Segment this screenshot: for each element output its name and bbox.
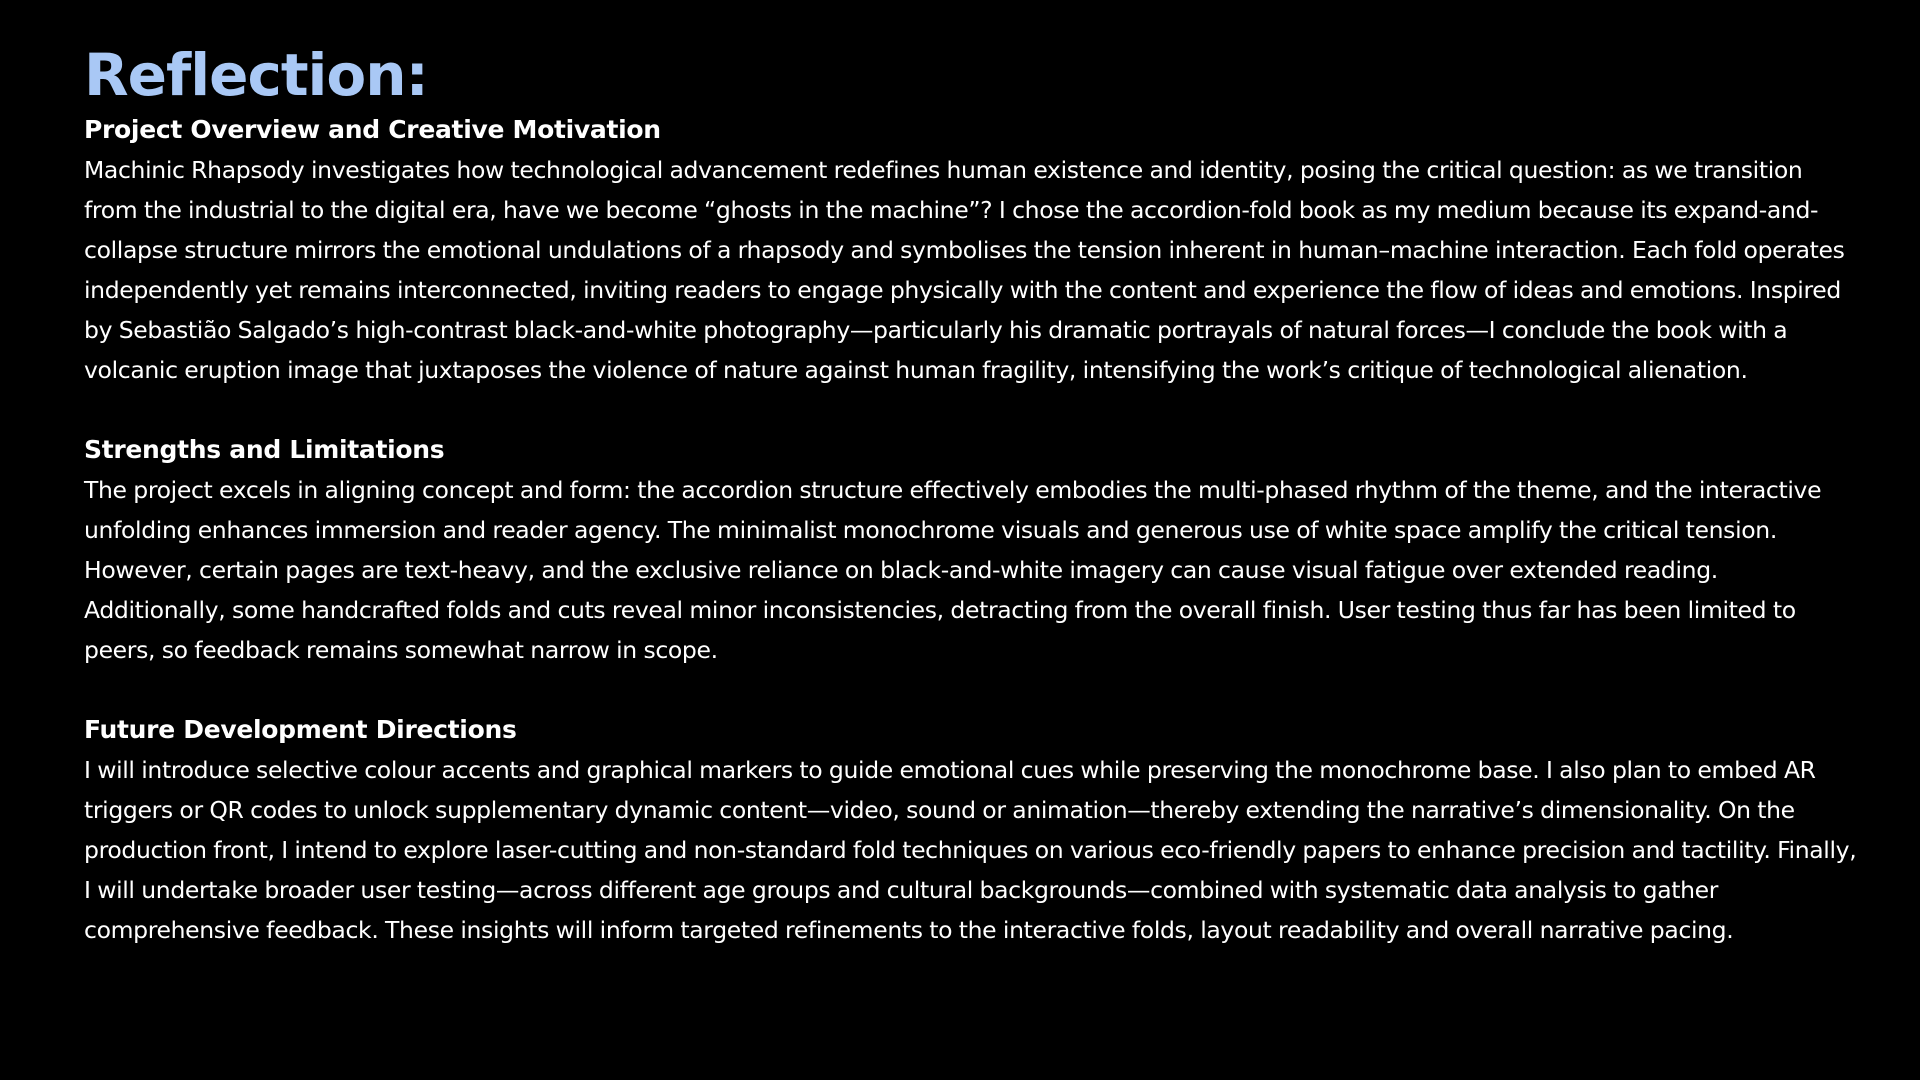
section-heading-project-overview: Project Overview and Creative Motivation bbox=[84, 115, 661, 144]
section-heading-strengths-limitations: Strengths and Limitations bbox=[84, 435, 445, 464]
section-strengths-limitations bbox=[84, 430, 1860, 670]
section-heading-future-directions: Future Development Directions bbox=[84, 715, 517, 744]
page-title: Reflection: bbox=[84, 41, 428, 109]
section-future-directions bbox=[84, 710, 1860, 950]
section-project-overview bbox=[84, 110, 1860, 390]
section-body-strengths-limitations: The project excels in aligning concept and form: the accordion structure effectively embodies the multi-phased rhythm of the theme, and the interactive unfolding enhances immersion and reader agency. The minimalist monochrome visuals and generous use of white space amplify the critical tension. However, certain pages are text-heavy, and the exclusive reliance on black-and-white imagery can cause visual fatigue over extended reading. Additionally, some handcrafted folds and cuts reveal minor inconsistencies, detracting from the overall finish. User testing thus far has been limited to peers, so feedback remains somewhat narrow in scope. bbox=[84, 476, 1822, 664]
section-body-future-directions: I will introduce selective colour accents and graphical markers to guide emotional cues while preserving the monochrome base. I also plan to embed AR triggers or QR codes to unlock supplementary dynamic content—video, sound or animation—thereby extending the narrative’s dimensionality. On the production front, I intend to explore laser-cutting and non-standard fold techniques on various eco-friendly papers to enhance precision and tactility. Finally, I will undertake broader user testing—across different age groups and cultural backgrounds—combined with systematic data analysis to gather comprehensive feedback. These insights will inform targeted refinements to the interactive folds, layout readability and overall narrative pacing. bbox=[84, 756, 1857, 944]
reflection-slide bbox=[84, 40, 1860, 950]
section-body-project-overview: Machinic Rhapsody investigates how technological advancement redefines human existence and identity, posing the critical question: as we transition from the industrial to the digital era, have we become “ghosts in the machine”? I chose the accordion-fold book as my medium because its expand-and-collapse structure mirrors the emotional undulations of a rhapsody and symbolises the tension inherent in human–machine interaction. Each fold operates independently yet remains interconnected, inviting readers to engage physically with the content and experience the flow of ideas and emotions. Inspired by Sebastião Salgado’s high-contrast black-and-white photography—particularly his dramatic portrayals of natural forces—I conclude the book with a volcanic eruption image that juxtaposes the violence of nature against human fragility, intensifying the work’s critique of technological alienation. bbox=[84, 156, 1845, 384]
